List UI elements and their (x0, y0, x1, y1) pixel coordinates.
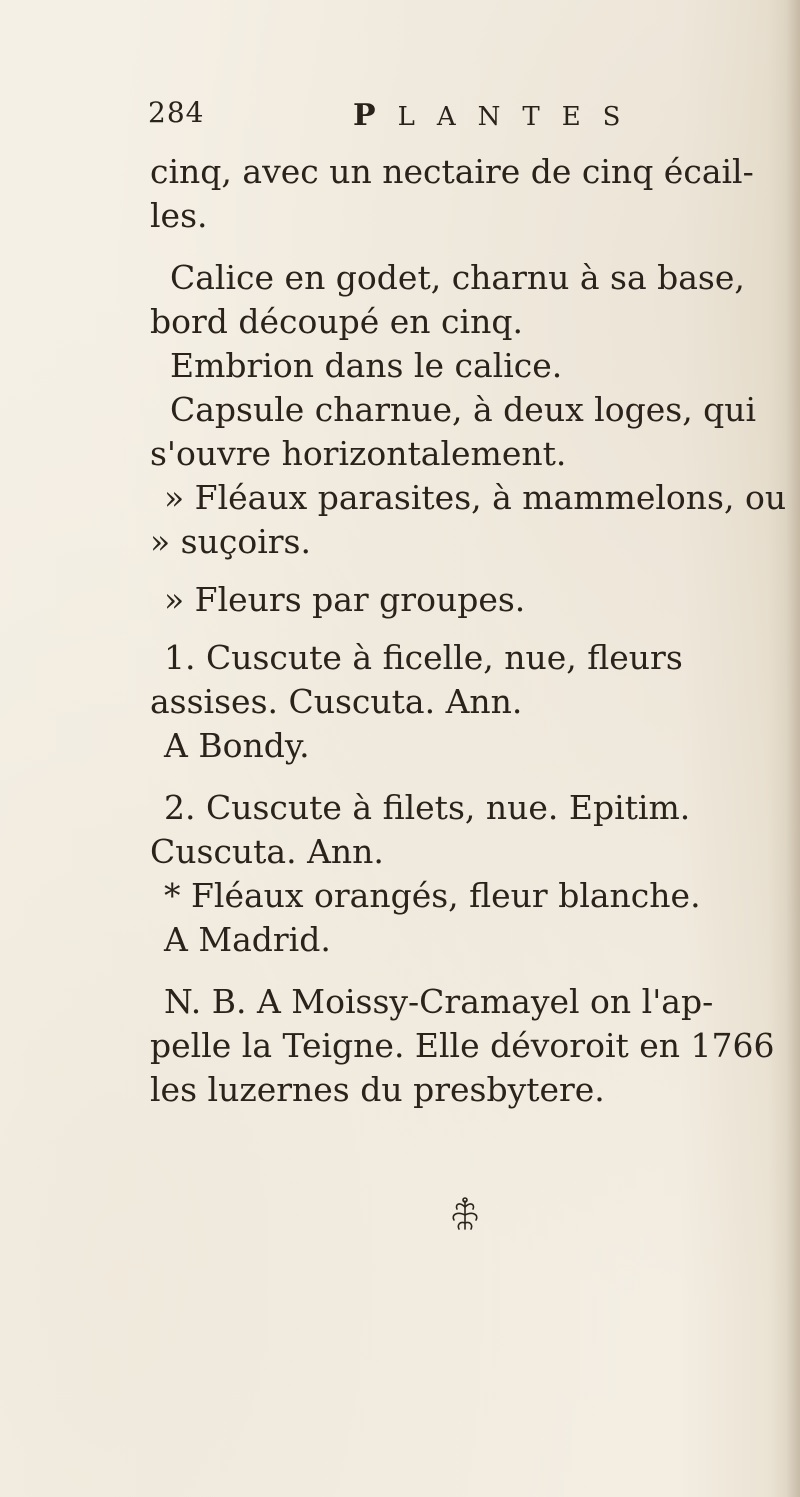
text-line: * Fléaux orangés, fleur blanche. (164, 876, 701, 915)
text-line: pelle la Teigne. Elle dévoroit en 1766 (150, 1026, 775, 1065)
text-line: Embrion dans le calice. (170, 346, 563, 385)
page-number: 284 (148, 96, 205, 129)
body-text (150, 150, 787, 1112)
text-line: Capsule charnue, à deux loges, qui (170, 390, 757, 429)
text-line: A Bondy. (164, 726, 310, 765)
text-line: N. B. A Moissy-Cramayel on l'ap- (164, 982, 714, 1021)
page-edge-shadow (786, 0, 800, 1497)
running-head-rest: LANTES (397, 102, 643, 132)
running-head-initial: P (353, 98, 398, 133)
text-line: » Fleurs par groupes. (164, 580, 526, 619)
text-line: Cuscuta. Ann. (150, 832, 384, 871)
text-line: 2. Cuscute à filets, nue. Epitim. (164, 788, 691, 827)
floral-ornament-icon (445, 1195, 485, 1235)
text-line: assises. Cuscuta. Ann. (150, 682, 523, 721)
running-head (353, 98, 643, 133)
text-line: Calice en godet, charnu à sa base, (170, 258, 745, 297)
text-line: les luzernes du presbytere. (150, 1070, 605, 1109)
text-line: bord découpé en cinq. (150, 302, 523, 341)
text-line: » suçoirs. (150, 522, 311, 561)
text-line: A Madrid. (164, 920, 331, 959)
text-line: s'ouvre horizontalement. (150, 434, 567, 473)
page-header (148, 96, 643, 136)
text-line: » Fléaux parasites, à mammelons, ou (164, 478, 787, 517)
text-line: les. (150, 196, 208, 235)
text-line: 1. Cuscute à ficelle, nue, fleurs (164, 638, 683, 677)
text-line: cinq, avec un nectaire de cinq écail- (150, 152, 754, 191)
